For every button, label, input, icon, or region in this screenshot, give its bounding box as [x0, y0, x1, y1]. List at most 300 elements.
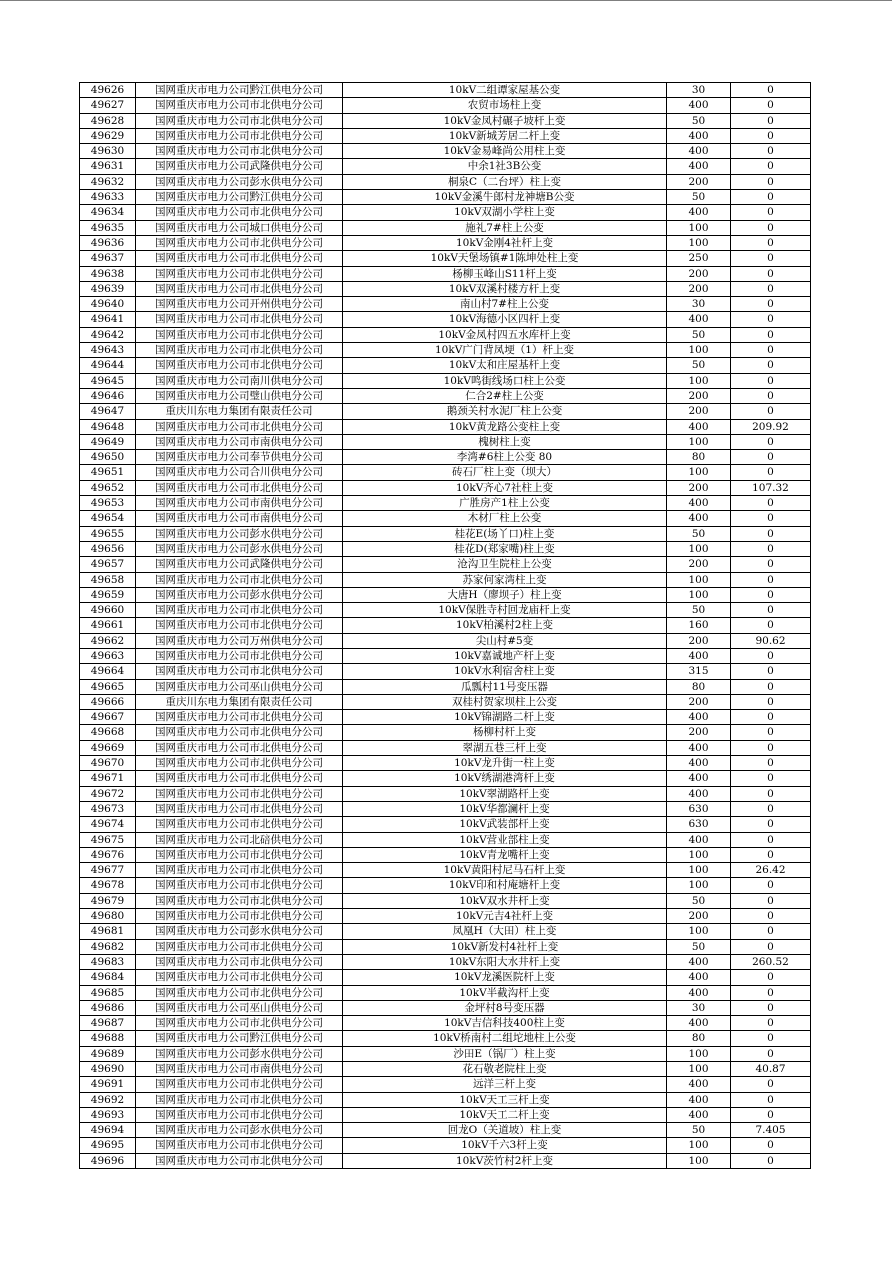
capacity-cell: 400	[667, 1016, 731, 1031]
transformer-data-table	[79, 82, 811, 1169]
row-id-cell: 49644	[80, 358, 136, 373]
capacity-cell: 100	[667, 541, 731, 556]
table-row	[80, 251, 811, 266]
value-cell: 260.52	[731, 954, 811, 969]
company-cell: 国网重庆市电力公司市北供电分公司	[136, 358, 343, 373]
value-cell: 0	[731, 1107, 811, 1122]
table-row	[80, 954, 811, 969]
capacity-cell: 50	[667, 190, 731, 205]
table-row	[80, 83, 811, 98]
table-row	[80, 618, 811, 633]
value-cell: 0	[731, 541, 811, 556]
company-cell: 国网重庆市电力公司璧山供电分公司	[136, 388, 343, 403]
value-cell: 0	[731, 725, 811, 740]
transformer-name-cell: 10kV天堡场镇#1陈坤处柱上变	[343, 251, 667, 266]
value-cell: 0	[731, 1016, 811, 1031]
row-id-cell: 49689	[80, 1046, 136, 1061]
capacity-cell: 30	[667, 1000, 731, 1015]
transformer-name-cell: 10kV青龙嘴杆上变	[343, 847, 667, 862]
capacity-cell: 100	[667, 924, 731, 939]
row-id-cell: 49658	[80, 572, 136, 587]
row-id-cell: 49677	[80, 863, 136, 878]
row-id-cell: 49673	[80, 801, 136, 816]
capacity-cell: 100	[667, 343, 731, 358]
table-row	[80, 771, 811, 786]
value-cell: 0	[731, 358, 811, 373]
capacity-cell: 400	[667, 710, 731, 725]
company-cell: 国网重庆市电力公司市北供电分公司	[136, 771, 343, 786]
table-row	[80, 465, 811, 480]
value-cell: 0	[731, 266, 811, 281]
table-row	[80, 235, 811, 250]
table-row	[80, 1000, 811, 1015]
table-row	[80, 893, 811, 908]
transformer-name-cell: 10kV二组谭家屋基公变	[343, 83, 667, 98]
transformer-name-cell: 沙田E（锅厂）柱上变	[343, 1046, 667, 1061]
transformer-name-cell: 南山村7#柱上公变	[343, 297, 667, 312]
row-id-cell: 49686	[80, 1000, 136, 1015]
capacity-cell: 400	[667, 786, 731, 801]
transformer-name-cell: 远洋三杆上变	[343, 1077, 667, 1092]
transformer-name-cell: 10kV保胜寺村回龙庙杆上变	[343, 603, 667, 618]
table-row	[80, 220, 811, 235]
transformer-name-cell: 10kV双湖小学柱上变	[343, 205, 667, 220]
row-id-cell: 49661	[80, 618, 136, 633]
value-cell: 0	[731, 603, 811, 618]
table-row	[80, 312, 811, 327]
company-cell: 国网重庆市电力公司武隆供电分公司	[136, 159, 343, 174]
company-cell: 国网重庆市电力公司市北供电分公司	[136, 939, 343, 954]
row-id-cell: 49684	[80, 970, 136, 985]
row-id-cell: 49669	[80, 740, 136, 755]
table-row	[80, 1123, 811, 1138]
row-id-cell: 49645	[80, 373, 136, 388]
company-cell: 国网重庆市电力公司市北供电分公司	[136, 113, 343, 128]
row-id-cell: 49692	[80, 1092, 136, 1107]
capacity-cell: 400	[667, 144, 731, 159]
capacity-cell: 200	[667, 633, 731, 648]
transformer-name-cell: 凤凰H（大田）柱上变	[343, 924, 667, 939]
page-top-rule	[0, 0, 892, 1]
company-cell: 国网重庆市电力公司市北供电分公司	[136, 970, 343, 985]
value-cell: 0	[731, 83, 811, 98]
capacity-cell: 400	[667, 1077, 731, 1092]
table-row	[80, 832, 811, 847]
company-cell: 国网重庆市电力公司市北供电分公司	[136, 1016, 343, 1031]
row-id-cell: 49649	[80, 434, 136, 449]
value-cell: 0	[731, 878, 811, 893]
transformer-name-cell: 苏家何家湾柱上变	[343, 572, 667, 587]
company-cell: 国网重庆市电力公司市北供电分公司	[136, 664, 343, 679]
row-id-cell: 49640	[80, 297, 136, 312]
value-cell: 0	[731, 909, 811, 924]
company-cell: 国网重庆市电力公司城口供电分公司	[136, 220, 343, 235]
company-cell: 国网重庆市电力公司北碚供电分公司	[136, 832, 343, 847]
capacity-cell: 400	[667, 1092, 731, 1107]
value-cell: 0	[731, 710, 811, 725]
row-id-cell: 49647	[80, 404, 136, 419]
transformer-name-cell: 10kV海德小区四杆上变	[343, 312, 667, 327]
capacity-cell: 50	[667, 358, 731, 373]
row-id-cell: 49657	[80, 557, 136, 572]
table-row	[80, 633, 811, 648]
table-row	[80, 496, 811, 511]
capacity-cell: 400	[667, 954, 731, 969]
transformer-name-cell: 鹅颈关村水泥厂柱上公变	[343, 404, 667, 419]
company-cell: 国网重庆市电力公司彭水供电分公司	[136, 526, 343, 541]
company-cell: 国网重庆市电力公司市南供电分公司	[136, 511, 343, 526]
transformer-name-cell: 翠湖五巷三杆上变	[343, 740, 667, 755]
transformer-name-cell: 木材厂柱上公变	[343, 511, 667, 526]
transformer-name-cell: 桂花D(郑家嘴)柱上变	[343, 541, 667, 556]
value-cell: 0	[731, 801, 811, 816]
value-cell: 0	[731, 404, 811, 419]
capacity-cell: 200	[667, 557, 731, 572]
value-cell: 0	[731, 1046, 811, 1061]
capacity-cell: 400	[667, 419, 731, 434]
value-cell: 0	[731, 297, 811, 312]
value-cell: 0	[731, 1092, 811, 1107]
row-id-cell: 49690	[80, 1062, 136, 1077]
transformer-name-cell: 10kV金易峰尚公用柱上变	[343, 144, 667, 159]
value-cell: 0	[731, 312, 811, 327]
value-cell: 0	[731, 557, 811, 572]
row-id-cell: 49685	[80, 985, 136, 1000]
capacity-cell: 100	[667, 1138, 731, 1153]
capacity-cell: 400	[667, 159, 731, 174]
value-cell: 0	[731, 618, 811, 633]
capacity-cell: 80	[667, 679, 731, 694]
capacity-cell: 400	[667, 128, 731, 143]
capacity-cell: 400	[667, 985, 731, 1000]
transformer-name-cell: 砖石厂柱上变（坝大）	[343, 465, 667, 480]
row-id-cell: 49656	[80, 541, 136, 556]
company-cell: 国网重庆市电力公司彭水供电分公司	[136, 924, 343, 939]
capacity-cell: 160	[667, 618, 731, 633]
capacity-cell: 400	[667, 496, 731, 511]
row-id-cell: 49653	[80, 496, 136, 511]
table-row	[80, 144, 811, 159]
transformer-name-cell: 瓜瓢村11号变压器	[343, 679, 667, 694]
capacity-cell: 80	[667, 1031, 731, 1046]
company-cell: 国网重庆市电力公司市南供电分公司	[136, 1062, 343, 1077]
company-cell: 国网重庆市电力公司市北供电分公司	[136, 878, 343, 893]
value-cell: 0	[731, 1153, 811, 1168]
transformer-name-cell: 金坪村8号变压器	[343, 1000, 667, 1015]
capacity-cell: 100	[667, 572, 731, 587]
capacity-cell: 100	[667, 878, 731, 893]
table-row	[80, 786, 811, 801]
capacity-cell: 400	[667, 648, 731, 663]
transformer-name-cell: 10kV翠湖路杆上变	[343, 786, 667, 801]
value-cell: 0	[731, 220, 811, 235]
company-cell: 国网重庆市电力公司市北供电分公司	[136, 572, 343, 587]
capacity-cell: 400	[667, 312, 731, 327]
table-row	[80, 1077, 811, 1092]
transformer-name-cell: 尖山村#5变	[343, 633, 667, 648]
capacity-cell: 400	[667, 1107, 731, 1122]
capacity-cell: 200	[667, 694, 731, 709]
capacity-cell: 200	[667, 174, 731, 189]
value-cell: 0	[731, 511, 811, 526]
transformer-name-cell: 10kV金凤村四五水库杆上变	[343, 327, 667, 342]
value-cell: 0	[731, 694, 811, 709]
table-row	[80, 373, 811, 388]
row-id-cell: 49639	[80, 281, 136, 296]
company-cell: 国网重庆市电力公司彭水供电分公司	[136, 174, 343, 189]
transformer-name-cell: 10kV新发村4社杆上变	[343, 939, 667, 954]
table-row	[80, 801, 811, 816]
company-cell: 国网重庆市电力公司市北供电分公司	[136, 327, 343, 342]
capacity-cell: 50	[667, 939, 731, 954]
capacity-cell: 250	[667, 251, 731, 266]
company-cell: 国网重庆市电力公司市北供电分公司	[136, 954, 343, 969]
row-id-cell: 49696	[80, 1153, 136, 1168]
row-id-cell: 49674	[80, 817, 136, 832]
capacity-cell: 30	[667, 83, 731, 98]
row-id-cell: 49646	[80, 388, 136, 403]
value-cell: 0	[731, 496, 811, 511]
transformer-name-cell: 10kV天工二杆上变	[343, 1107, 667, 1122]
capacity-cell: 100	[667, 1153, 731, 1168]
table-row	[80, 970, 811, 985]
value-cell: 0	[731, 450, 811, 465]
value-cell: 0	[731, 434, 811, 449]
table-row	[80, 863, 811, 878]
row-id-cell: 49670	[80, 756, 136, 771]
row-id-cell: 49652	[80, 480, 136, 495]
capacity-cell: 50	[667, 526, 731, 541]
capacity-cell: 100	[667, 235, 731, 250]
table-row	[80, 159, 811, 174]
row-id-cell: 49659	[80, 587, 136, 602]
value-cell: 90.62	[731, 633, 811, 648]
table-row	[80, 266, 811, 281]
company-cell: 国网重庆市电力公司奉节供电分公司	[136, 450, 343, 465]
table-row	[80, 1016, 811, 1031]
row-id-cell: 49691	[80, 1077, 136, 1092]
table-row	[80, 756, 811, 771]
table-row	[80, 404, 811, 419]
company-cell: 国网重庆市电力公司市北供电分公司	[136, 740, 343, 755]
transformer-name-cell: 10kV武装部杆上变	[343, 817, 667, 832]
table-row	[80, 419, 811, 434]
company-cell: 国网重庆市电力公司市北供电分公司	[136, 786, 343, 801]
value-cell: 0	[731, 817, 811, 832]
row-id-cell: 49672	[80, 786, 136, 801]
table-row	[80, 1092, 811, 1107]
row-id-cell: 49694	[80, 1123, 136, 1138]
company-cell: 国网重庆市电力公司市北供电分公司	[136, 603, 343, 618]
capacity-cell: 400	[667, 98, 731, 113]
transformer-name-cell: 农贸市场柱上变	[343, 98, 667, 113]
capacity-cell: 50	[667, 893, 731, 908]
row-id-cell: 49627	[80, 98, 136, 113]
value-cell: 0	[731, 98, 811, 113]
transformer-name-cell: 10kV东阳大水井杆上变	[343, 954, 667, 969]
capacity-cell: 100	[667, 863, 731, 878]
row-id-cell: 49688	[80, 1031, 136, 1046]
table-row	[80, 526, 811, 541]
table-row	[80, 1153, 811, 1168]
value-cell: 0	[731, 526, 811, 541]
company-cell: 国网重庆市电力公司市北供电分公司	[136, 419, 343, 434]
value-cell: 0	[731, 771, 811, 786]
transformer-name-cell: 10kV双溪村楼方杆上变	[343, 281, 667, 296]
value-cell: 0	[731, 1077, 811, 1092]
transformer-name-cell: 10kV绣湖港湾杆上变	[343, 771, 667, 786]
table-row	[80, 694, 811, 709]
capacity-cell: 100	[667, 847, 731, 862]
value-cell: 0	[731, 664, 811, 679]
transformer-name-cell: 10kV齐心7社柱上变	[343, 480, 667, 495]
company-cell: 国网重庆市电力公司市北供电分公司	[136, 266, 343, 281]
table-row	[80, 847, 811, 862]
value-cell: 0	[731, 679, 811, 694]
capacity-cell: 400	[667, 970, 731, 985]
company-cell: 国网重庆市电力公司开州供电分公司	[136, 297, 343, 312]
company-cell: 国网重庆市电力公司市北供电分公司	[136, 1092, 343, 1107]
row-id-cell: 49667	[80, 710, 136, 725]
transformer-name-cell: 10kV桥南村二组坨地柱上公变	[343, 1031, 667, 1046]
value-cell: 0	[731, 939, 811, 954]
table-row	[80, 480, 811, 495]
company-cell: 国网重庆市电力公司武隆供电分公司	[136, 557, 343, 572]
table-row	[80, 113, 811, 128]
table-row	[80, 1107, 811, 1122]
capacity-cell: 200	[667, 404, 731, 419]
row-id-cell: 49635	[80, 220, 136, 235]
value-cell: 0	[731, 1031, 811, 1046]
transformer-name-cell: 10kV黄龙路公变柱上变	[343, 419, 667, 434]
value-cell: 0	[731, 235, 811, 250]
row-id-cell: 49633	[80, 190, 136, 205]
value-cell: 0	[731, 740, 811, 755]
row-id-cell: 49676	[80, 847, 136, 862]
value-cell: 0	[731, 281, 811, 296]
row-id-cell: 49641	[80, 312, 136, 327]
value-cell: 0	[731, 388, 811, 403]
value-cell: 0	[731, 572, 811, 587]
transformer-name-cell: 桐泉C（二台坪）柱上变	[343, 174, 667, 189]
row-id-cell: 49682	[80, 939, 136, 954]
transformer-name-cell: 槐树柱上变	[343, 434, 667, 449]
table-body	[80, 83, 811, 1169]
row-id-cell: 49636	[80, 235, 136, 250]
table-row	[80, 1062, 811, 1077]
company-cell: 国网重庆市电力公司市北供电分公司	[136, 756, 343, 771]
row-id-cell: 49638	[80, 266, 136, 281]
row-id-cell: 49651	[80, 465, 136, 480]
table-row	[80, 817, 811, 832]
value-cell: 0	[731, 786, 811, 801]
transformer-name-cell: 广胜房产1柱上公变	[343, 496, 667, 511]
table-row	[80, 450, 811, 465]
row-id-cell: 49654	[80, 511, 136, 526]
value-cell: 209.92	[731, 419, 811, 434]
transformer-name-cell: 10kV新城芳居二杆上变	[343, 128, 667, 143]
transformer-name-cell: 施礼7#柱上公变	[343, 220, 667, 235]
capacity-cell: 400	[667, 756, 731, 771]
table-row	[80, 587, 811, 602]
table-row	[80, 878, 811, 893]
transformer-name-cell: 10kV广门背凤埂（1）杆上变	[343, 343, 667, 358]
company-cell: 国网重庆市电力公司市北供电分公司	[136, 144, 343, 159]
company-cell: 国网重庆市电力公司市北供电分公司	[136, 710, 343, 725]
row-id-cell: 49695	[80, 1138, 136, 1153]
transformer-name-cell: 10kV吉信科技400柱上变	[343, 1016, 667, 1031]
transformer-name-cell: 10kV金凤村碾子坡杆上变	[343, 113, 667, 128]
value-cell: 0	[731, 847, 811, 862]
transformer-name-cell: 10kV水利宿舍柱上变	[343, 664, 667, 679]
value-cell: 7.405	[731, 1123, 811, 1138]
row-id-cell: 49666	[80, 694, 136, 709]
company-cell: 国网重庆市电力公司市北供电分公司	[136, 235, 343, 250]
row-id-cell: 49642	[80, 327, 136, 342]
transformer-name-cell: 10kV金刚4社杆上变	[343, 235, 667, 250]
table-row	[80, 1046, 811, 1061]
transformer-name-cell: 李湾#6柱上公变 80	[343, 450, 667, 465]
value-cell: 0	[731, 587, 811, 602]
transformer-name-cell: 10kV天工三杆上变	[343, 1092, 667, 1107]
transformer-name-cell: 10kV千六3杆上变	[343, 1138, 667, 1153]
company-cell: 国网重庆市电力公司市北供电分公司	[136, 1153, 343, 1168]
transformer-name-cell: 10kV柏溪村2柱上变	[343, 618, 667, 633]
capacity-cell: 400	[667, 832, 731, 847]
transformer-name-cell: 10kV龙升街一柱上变	[343, 756, 667, 771]
table-row	[80, 725, 811, 740]
capacity-cell: 400	[667, 740, 731, 755]
value-cell: 0	[731, 251, 811, 266]
value-cell: 0	[731, 113, 811, 128]
row-id-cell: 49662	[80, 633, 136, 648]
transformer-name-cell: 回龙O（关道坡）柱上变	[343, 1123, 667, 1138]
capacity-cell: 200	[667, 388, 731, 403]
transformer-name-cell: 10kV龙溪医院杆上变	[343, 970, 667, 985]
transformer-name-cell: 10kV黄阳村尼马石杆上变	[343, 863, 667, 878]
value-cell: 0	[731, 893, 811, 908]
capacity-cell: 100	[667, 1046, 731, 1061]
transformer-name-cell: 10kV金溪牛郎村龙神塘B公变	[343, 190, 667, 205]
table-row	[80, 388, 811, 403]
value-cell: 0	[731, 343, 811, 358]
value-cell: 0	[731, 205, 811, 220]
value-cell: 0	[731, 832, 811, 847]
capacity-cell: 100	[667, 465, 731, 480]
row-id-cell: 49671	[80, 771, 136, 786]
company-cell: 国网重庆市电力公司市北供电分公司	[136, 1077, 343, 1092]
transformer-name-cell: 10kV太和庄屋基杆上变	[343, 358, 667, 373]
row-id-cell: 49643	[80, 343, 136, 358]
transformer-name-cell: 杨柳玉峰山S11杆上变	[343, 266, 667, 281]
capacity-cell: 50	[667, 327, 731, 342]
company-cell: 国网重庆市电力公司市北供电分公司	[136, 648, 343, 663]
company-cell: 国网重庆市电力公司合川供电分公司	[136, 465, 343, 480]
capacity-cell: 50	[667, 1123, 731, 1138]
transformer-name-cell: 仁合2#柱上公变	[343, 388, 667, 403]
table-row	[80, 985, 811, 1000]
table-row	[80, 541, 811, 556]
company-cell: 国网重庆市电力公司市北供电分公司	[136, 480, 343, 495]
company-cell: 国网重庆市电力公司万州供电分公司	[136, 633, 343, 648]
value-cell: 0	[731, 159, 811, 174]
transformer-name-cell: 10kV双水井杆上变	[343, 893, 667, 908]
capacity-cell: 100	[667, 1062, 731, 1077]
capacity-cell: 400	[667, 771, 731, 786]
company-cell: 国网重庆市电力公司市北供电分公司	[136, 98, 343, 113]
table-row	[80, 297, 811, 312]
row-id-cell: 49628	[80, 113, 136, 128]
